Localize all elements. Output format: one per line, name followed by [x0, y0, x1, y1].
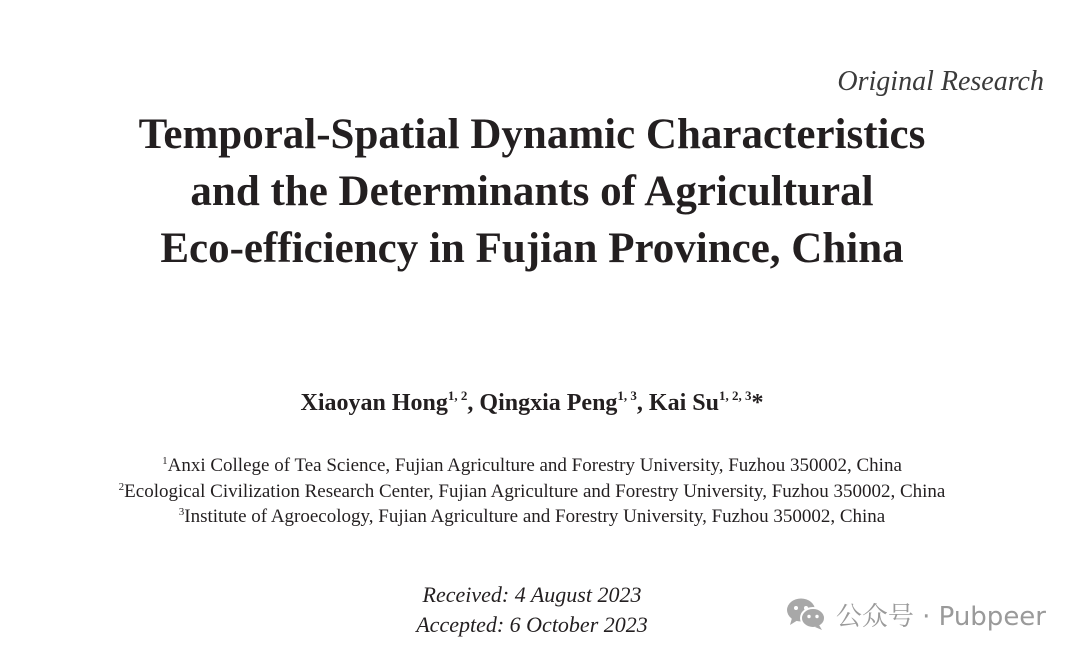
watermark-text: 公众号 · Pubpeer: [835, 601, 1046, 632]
article-title: [0, 106, 1064, 277]
author-list: [0, 386, 1064, 420]
title-line: Temporal-Spatial Dynamic Characteristics: [138, 111, 926, 158]
affiliation-number: 2: [118, 480, 125, 493]
article-type-label: Original Research: [837, 66, 1044, 97]
author-name: Xiaoyan Hong: [300, 390, 448, 416]
author-separator: ,: [636, 390, 649, 416]
watermark: [786, 594, 1046, 634]
affiliation-text: Ecological Civilization Research Center, Fujian Agriculture and Forestry University, Fuzhou 350002, China: [124, 480, 946, 502]
author-affiliation-marks: 1, 3: [617, 388, 637, 403]
affiliation-item: [0, 479, 1064, 505]
affiliation-number: 3: [178, 506, 185, 518]
author-separator: ,: [467, 390, 480, 416]
affiliation-text: Institute of Agroecology, Fujian Agriculture and Forestry University, Fuzhou 350002, China: [184, 506, 886, 527]
received-date: Received: 4 August 2023: [422, 582, 642, 607]
accepted-date: Accepted: 6 October 2023: [416, 612, 648, 637]
author-affiliation-marks: 1, 2: [447, 388, 468, 403]
author-name: Qingxia Peng: [479, 390, 618, 416]
title-line: Eco-efficiency in Fujian Province, China: [160, 225, 904, 272]
wechat-icon: [786, 597, 826, 631]
affiliation-number: 1: [162, 455, 168, 467]
author-affiliation-marks: 1, 2, 3: [718, 388, 752, 403]
title-line: and the Determinants of Agricultural: [190, 168, 874, 215]
affiliation-item: [0, 453, 1064, 479]
affiliation-item: [0, 504, 1064, 530]
affiliation-text: Anxi College of Tea Science, Fujian Agriculture and Forestry University, Fuzhou 350002, China: [167, 455, 902, 476]
corresponding-author-mark: *: [751, 390, 764, 416]
author-name: Kai Su: [648, 390, 719, 416]
affiliation-list: [0, 453, 1064, 530]
